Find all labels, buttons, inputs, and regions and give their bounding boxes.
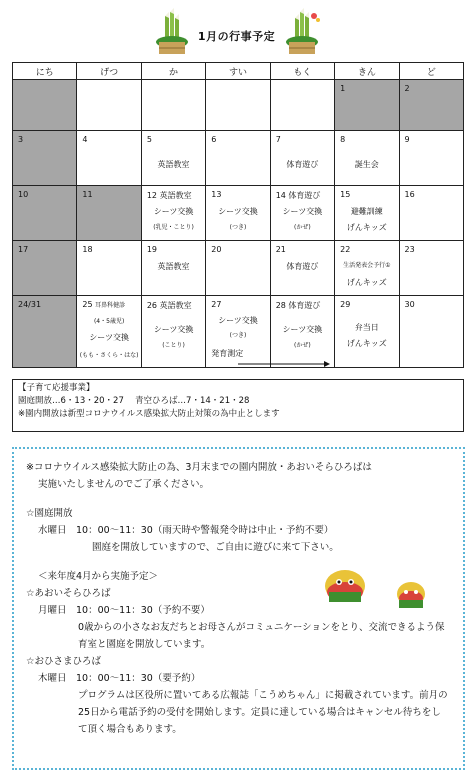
day-number: 1 [340,84,346,93]
section-desc: プログラムは区役所に置いてある広報誌「こうめちゃん」に掲載されています。前月の25日から電話予約の受付を開始します。定員に達している場合はキャンセル待ちをして頂く場合もあります。 [78,690,448,735]
calendar-cell [206,131,270,186]
calendar-cell [399,186,463,241]
event-note: 耳鼻科健診 [95,302,126,309]
support-box [12,379,464,432]
support-line: 園庭開放…6・13・20・27 青空ひろば…7・14・21・28 [18,396,250,406]
day-number: 29 [340,300,351,309]
day-number: 21 [275,245,286,254]
calendar-cell [77,80,141,131]
calendar-cell [13,186,77,241]
day-number: 26 英語教室 [146,301,192,310]
calendar-cell [77,296,141,368]
calendar-cell [13,296,77,368]
schedule-time: 木曜日 10：00～11：30（要予約） [38,673,201,684]
calendar-cell [206,241,270,296]
calendar-cell [77,241,141,296]
day-number: 9 [404,135,410,144]
event-label: 体育遊び [286,262,319,271]
event-note: (かぜ) [294,224,311,231]
day-number: 24/31 [18,300,42,309]
calendar-cell [335,296,399,368]
calendar-week-row [13,80,464,131]
section-note: ＜来年度4月から実施予定＞ [38,571,159,582]
calendar-cell [206,186,270,241]
day-number: 19 [146,245,158,254]
calendar-cell [270,80,334,131]
calendar-cell [270,241,334,296]
day-number: 23 [404,245,415,254]
event-label: げんキッズ [346,278,387,287]
support-title: 【子育て応援事業】 [18,383,95,393]
day-number: 16 [404,190,415,199]
day-number: 14 体育遊び [275,191,321,200]
event-note: 生活発表会予行① [343,262,391,269]
calendar-cell [399,296,463,368]
calendar-cell [399,80,463,131]
calendar-cell [335,131,399,186]
day-number: 18 [82,245,93,254]
section-title: ☆あおいそらひろば [26,588,111,599]
day-number: 13 [211,190,222,199]
day-number-value: 25 [82,300,93,309]
event-label: シーツ交換 [218,207,258,216]
section-desc: 園庭を開放していますので、ご自由に遊びに来て下さい。 [92,542,339,553]
calendar-cell [77,186,141,241]
day-number: 5 [146,135,152,144]
event-label: シーツ交換 [153,207,194,216]
section-title: ☆園庭開放 [26,508,73,519]
day-number: 2 [404,84,410,93]
event-label: 英語教室 [157,262,190,271]
day-number: 7 [275,135,281,144]
event-label: げんキッズ [346,223,387,232]
calendar-cell [141,80,205,131]
weekday-mon: げつ [77,63,141,80]
calendar-cell [13,80,77,131]
event-label: 弁当日 [354,323,379,332]
calendar-week-row [13,186,464,241]
calendar-cell [270,186,334,241]
day-number: 12 英語教室 [146,191,192,200]
calendar-cell [270,296,334,368]
calendar-cell [399,131,463,186]
calendar-cell [206,296,270,368]
schedule-time: 水曜日 10：00～11：30（雨天時や警報発令時は中止・予約不要） [38,525,334,536]
calendar-cell [206,80,270,131]
day-number [82,300,125,309]
calendar-cell [335,80,399,131]
day-number: 22 [340,245,351,254]
event-note: (もも・さくら・はな) [79,352,139,359]
event-label: シーツ交換 [89,333,129,342]
calendar-cell [141,241,205,296]
arrow-icon [238,359,330,369]
calendar-cell [141,131,205,186]
event-label: 誕生会 [354,160,379,169]
event-label: 発育測定 [211,349,244,358]
event-note: (つき) [229,332,247,339]
event-label: シーツ交換 [218,316,258,325]
notice-text: ※コロナウイルス感染拡大防止の為、3月末までの園内開放・あおいそらひろばは [26,462,372,473]
calendar-cell [77,131,141,186]
header [0,0,473,60]
calendar-week-row [13,131,464,186]
day-number: 27 [211,300,222,309]
weekday-tue: か [141,63,205,80]
day-number: 6 [211,135,217,144]
section-title: ☆おひさまひろば [26,656,102,667]
weekday-header-row [13,63,464,80]
calendar-week-row [13,296,464,368]
event-label: シーツ交換 [153,325,194,334]
shishimai-icon [315,562,435,610]
calendar-cell [270,131,334,186]
notice-text: 実施いたしませんのでご了承ください。 [38,479,210,490]
weekday-wed: すい [206,63,270,80]
calendar-cell [335,241,399,296]
event-label: シーツ交換 [282,325,323,334]
info-box [12,447,465,770]
calendar-cell [141,296,205,368]
calendar-week-row [13,241,464,296]
calendar-cell [141,186,205,241]
event-label: シーツ交換 [282,207,323,216]
calendar-cell [13,131,77,186]
event-note: (乳児・ことり) [153,224,194,231]
day-number: 8 [340,135,346,144]
event-note: (つき) [229,224,247,231]
day-number: 30 [404,300,415,309]
event-label: 英語教室 [157,160,190,169]
event-label: 避難訓練 [350,207,383,216]
weekday-fri: きん [335,63,399,80]
calendar-cell [335,186,399,241]
day-number: 15 [340,190,351,199]
day-number: 4 [82,135,88,144]
day-number: 28 体育遊び [275,301,321,310]
event-label: げんキッズ [346,339,387,348]
calendar-table [12,62,464,368]
weekday-sun: にち [13,63,77,80]
calendar-cell [13,241,77,296]
day-number: 11 [82,190,93,199]
day-number: 17 [18,245,29,254]
event-note: (4・5歳児) [93,318,125,325]
page-title: 1月の行事予定 [197,30,276,43]
day-number: 10 [18,190,29,199]
schedule-time: 月曜日 10：00～11：30（予約不要） [38,605,210,616]
calendar-cell [399,241,463,296]
weekday-thu: もく [270,63,334,80]
section-desc: 0歳からの小さなお友だちとお母さんがコミュニケーションをとり、交流できるよう保育室と園庭を開放しています。 [78,622,445,650]
support-line: ※園内開放は新型コロナウイルス感染拡大防止対策の為中止とします [18,409,280,419]
event-label: 体育遊び [286,160,319,169]
event-note: (ことり) [162,342,185,349]
event-note: (かぜ) [294,342,311,349]
day-number: 3 [18,135,24,144]
day-number: 20 [211,245,222,254]
weekday-sat: ど [399,63,463,80]
